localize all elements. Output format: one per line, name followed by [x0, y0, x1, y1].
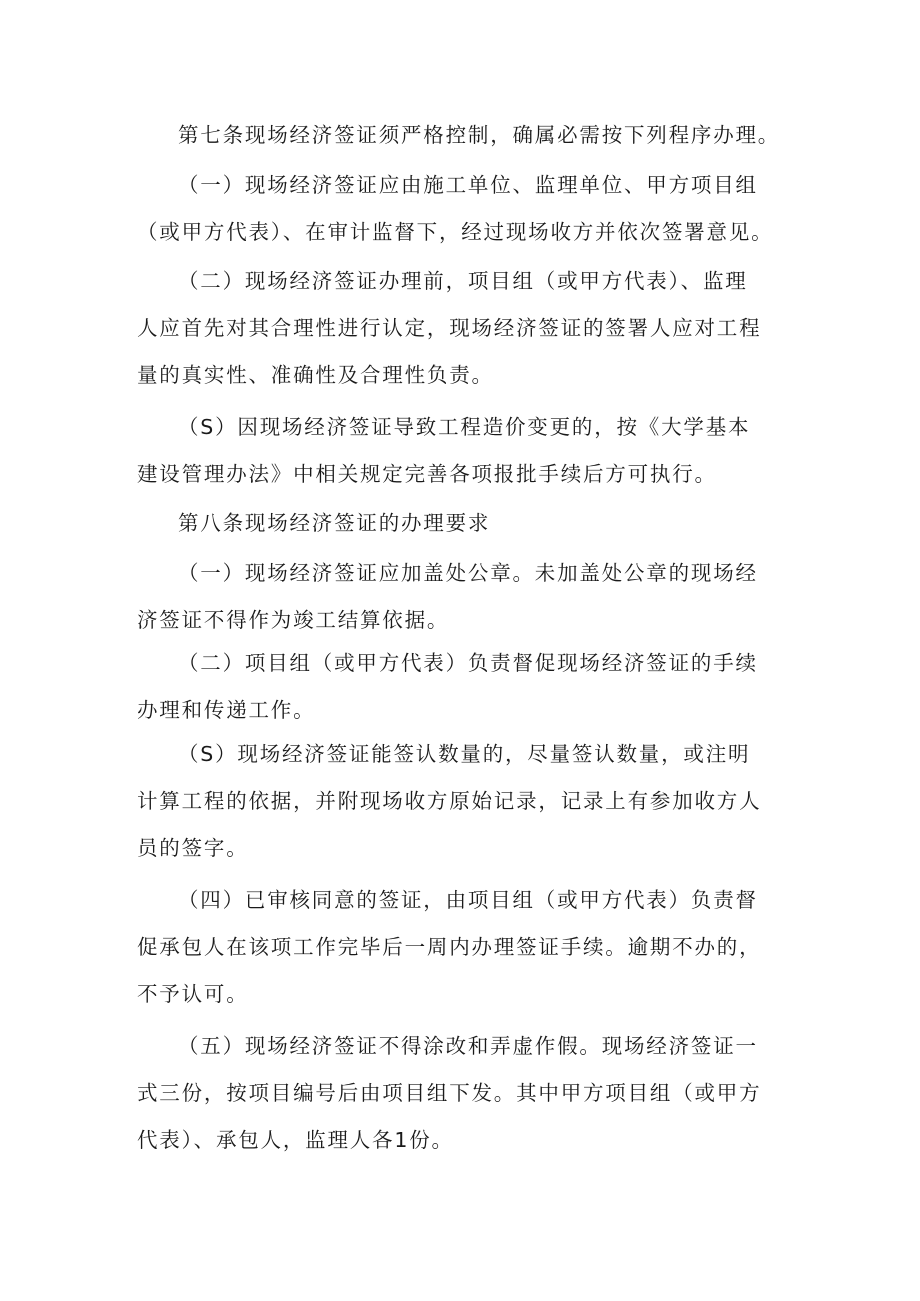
text-line: （或甲方代表）、在审计监督下，经过现场收方并依次签署意见。 — [137, 220, 774, 244]
text-line: 第八条现场经济签证的办理要求 — [178, 511, 491, 535]
text-line: 办理和传递工作。 — [137, 698, 316, 722]
text-line: （四）已审核同意的签证，由项目组（或甲方代表）负责督 — [178, 888, 758, 912]
text-line: 式三份，按项目编号后由项目组下发。其中甲方项目组（或甲方 — [137, 1081, 762, 1105]
text-line: 代表）、承包人，监理人各1份。 — [137, 1128, 454, 1152]
paragraph — [137, 258, 797, 399]
text-line: （五）现场经济签证不得涂改和弄虚作假。现场经济签证一 — [178, 1034, 758, 1058]
text-line: 促承包人在该项工作完毕后一周内办理签证手续。逾期不办的， — [137, 935, 762, 959]
text-line: （S）现场经济签证能签认数量的，尽量签认数量，或注明 — [178, 742, 751, 766]
paragraph — [137, 731, 797, 872]
text-line: 建设管理办法》中相关规定完善各项报批手续后方可执行。 — [137, 462, 717, 486]
text-line: （二）现场经济签证办理前，项目组（或甲方代表）、监理 — [178, 269, 748, 293]
paragraph — [137, 162, 797, 256]
text-line: 人应首先对其合理性进行认定，现场经济签证的签署人应对工程 — [137, 316, 762, 340]
text-line: 量的真实性、准确性及合理性负责。 — [137, 363, 494, 387]
paragraph — [137, 1023, 797, 1164]
text-line: 员的签字。 — [137, 836, 249, 860]
text-line: 济签证不得作为竣工结算依据。 — [137, 608, 450, 632]
text-line: 不予认可。 — [137, 982, 249, 1006]
text-line: （一）现场经济签证应由施工单位、监理单位、甲方项目组 — [178, 173, 758, 197]
text-line: （S）因现场经济签证导致工程造价变更的，按《大学基本 — [178, 415, 751, 439]
text-line: （一）现场经济签证应加盖处公章。未加盖处公章的现场经 — [178, 561, 758, 585]
paragraph — [137, 550, 797, 644]
paragraph — [137, 877, 797, 1018]
paragraph — [137, 112, 797, 159]
text-line: 计算工程的依据，并附现场收方原始记录，记录上有参加收方人 — [137, 789, 762, 813]
paragraph — [137, 640, 797, 734]
text-line: （二）项目组（或甲方代表）负责督促现场经济签证的手续 — [178, 651, 758, 675]
text-line: 第七条现场经济签证须严格控制，确属必需按下列程序办理。 — [178, 123, 781, 147]
paragraph — [137, 500, 797, 547]
paragraph — [137, 404, 797, 498]
